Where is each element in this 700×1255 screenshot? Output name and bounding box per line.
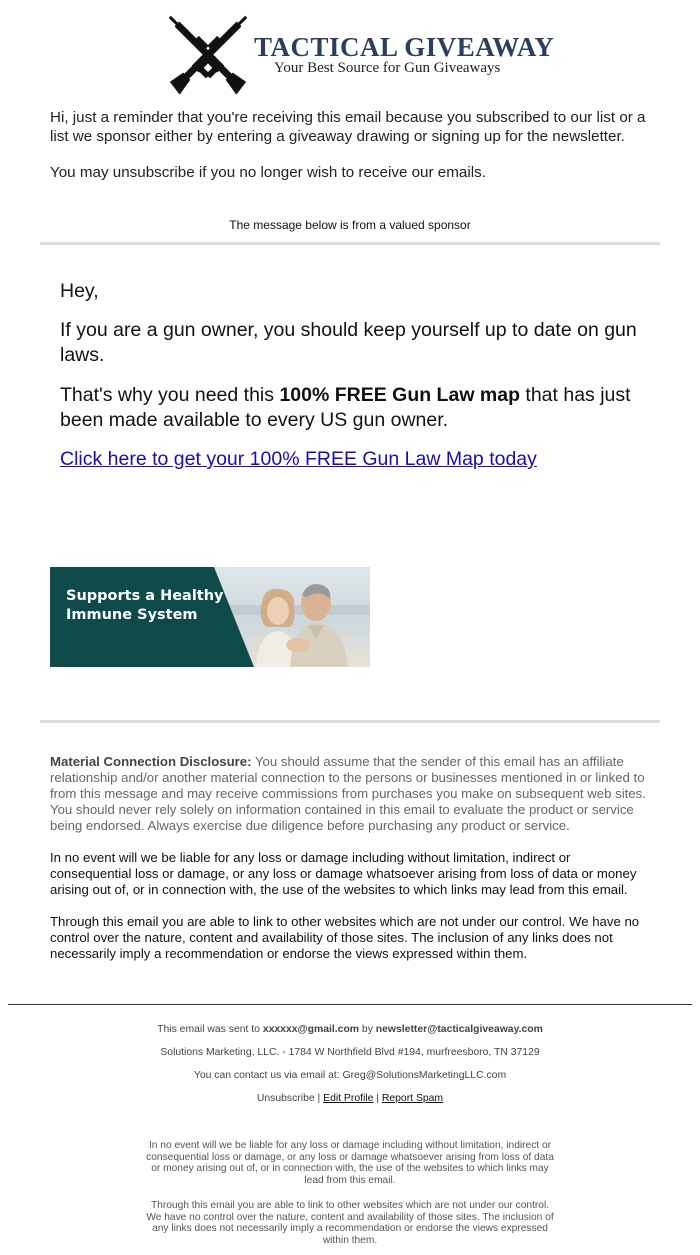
material-connection-disclosure [50, 754, 650, 834]
company-address: Solutions Marketing, LLC. - 1784 W Northfield Blvd #194, murfreesboro, TN 37129 [160, 1047, 540, 1058]
paragraph-text: That's why you need this [60, 384, 280, 406]
divider [40, 720, 660, 723]
sent-to-line [0, 1024, 700, 1036]
email-footer [0, 1024, 700, 1116]
recipient-email: xxxxxx@gmail.com [262, 1024, 360, 1035]
sent-by: by [359, 1024, 376, 1035]
link-separator: | [373, 1093, 382, 1104]
unsubscribe-note: You may unsubscribe if you no longer wish to receive our emails. [50, 164, 486, 181]
edit-profile-link[interactable]: Edit Profile [323, 1093, 374, 1104]
unsubscribe-link[interactable]: Unsubscribe [256, 1093, 315, 1104]
liability-notice: In no event will we be liable for any loss or damage including without limitation, indirect or consequential loss or damage, or any loss or damage whatsoever arising from loss of data or money arising out of, or in connection with, the use of the websites to which links may lead from this email. [50, 850, 637, 897]
disclosure-body: You should assume that the sender of this email has an affiliate relationship and/or another material connection to the persons or businesses mentioned in or linked to from this message and may receive commissions from purchases you make on subsequent web sites. You should never rely solely on information contained in this email to evaluate the product or service being endorsed. Always exercise due diligence before purchasing any product or service. [50, 754, 646, 833]
divider [40, 242, 660, 245]
logo-title: TACTICAL GIVEAWAY [254, 32, 555, 62]
greeting: Hey, [60, 280, 99, 302]
message-paragraph-1: If you are a gun owner, you should keep yourself up to date on gun laws. [60, 319, 637, 366]
disclosure-heading: Material Connection Disclosure: [50, 754, 252, 769]
external-links-notice: Through this email you are able to link to other websites which are not under our control. We have no control over the nature, content and availability of those sites. The inclusion of any links does not necessarily imply a recommendation or endorse the views expressed within them. [50, 914, 640, 961]
footer-links [0, 1093, 700, 1105]
footer-divider [8, 1004, 692, 1005]
disclosure-section [50, 754, 650, 978]
sender-email: newsletter@tacticalgiveaway.com [375, 1024, 543, 1035]
paragraph-text: that has just been made available to every US gun owner. [60, 384, 631, 431]
crossed-rifles-icon [158, 10, 258, 100]
subscription-reminder: Hi, just a reminder that you're receiving this email because you subscribed to our list or a list we sponsor either by entering a giveaway drawing or signing up for the newsletter. [50, 109, 646, 145]
sent-prefix: This email was sent to [157, 1024, 263, 1035]
logo[interactable] [158, 10, 555, 100]
link-separator: | [314, 1093, 324, 1104]
footer-external-links-notice: Through this email you are able to link to other websites which are not under our control. We have no control over the nature, content and availability of those sites. The inclusion of any links does not necessarily imply a recommendation or endorse the views expressed within them. [146, 1200, 554, 1246]
message-paragraph-2 [60, 383, 660, 433]
report-spam-link[interactable]: Report Spam [381, 1093, 444, 1104]
logo-tagline: Your Best Source for Gun Giveaways [274, 60, 501, 76]
intro-section [50, 109, 660, 201]
gun-law-map-link[interactable]: Click here to get your 100% FREE Gun Law Map today [60, 448, 537, 470]
sponsor-note: The message below is from a valued sponsor [229, 218, 471, 232]
banner-text: Supports a Healthy Immune System [66, 588, 224, 623]
sponsor-message [60, 279, 660, 471]
emphasis-text: 100% FREE Gun Law map [279, 384, 520, 406]
immune-system-ad-banner[interactable] [50, 567, 370, 667]
contact-line: You can contact us via email at: Greg@SolutionsMarketingLLC.com [193, 1070, 507, 1081]
footer-liability-notice: In no event will we be liable for any loss or damage including without limitation, indirect or consequential loss or damage, or any loss or damage whatsoever arising from loss of data or money arising out of, or in connection with, the use of the websites to which links may lead from this email. [146, 1140, 554, 1186]
